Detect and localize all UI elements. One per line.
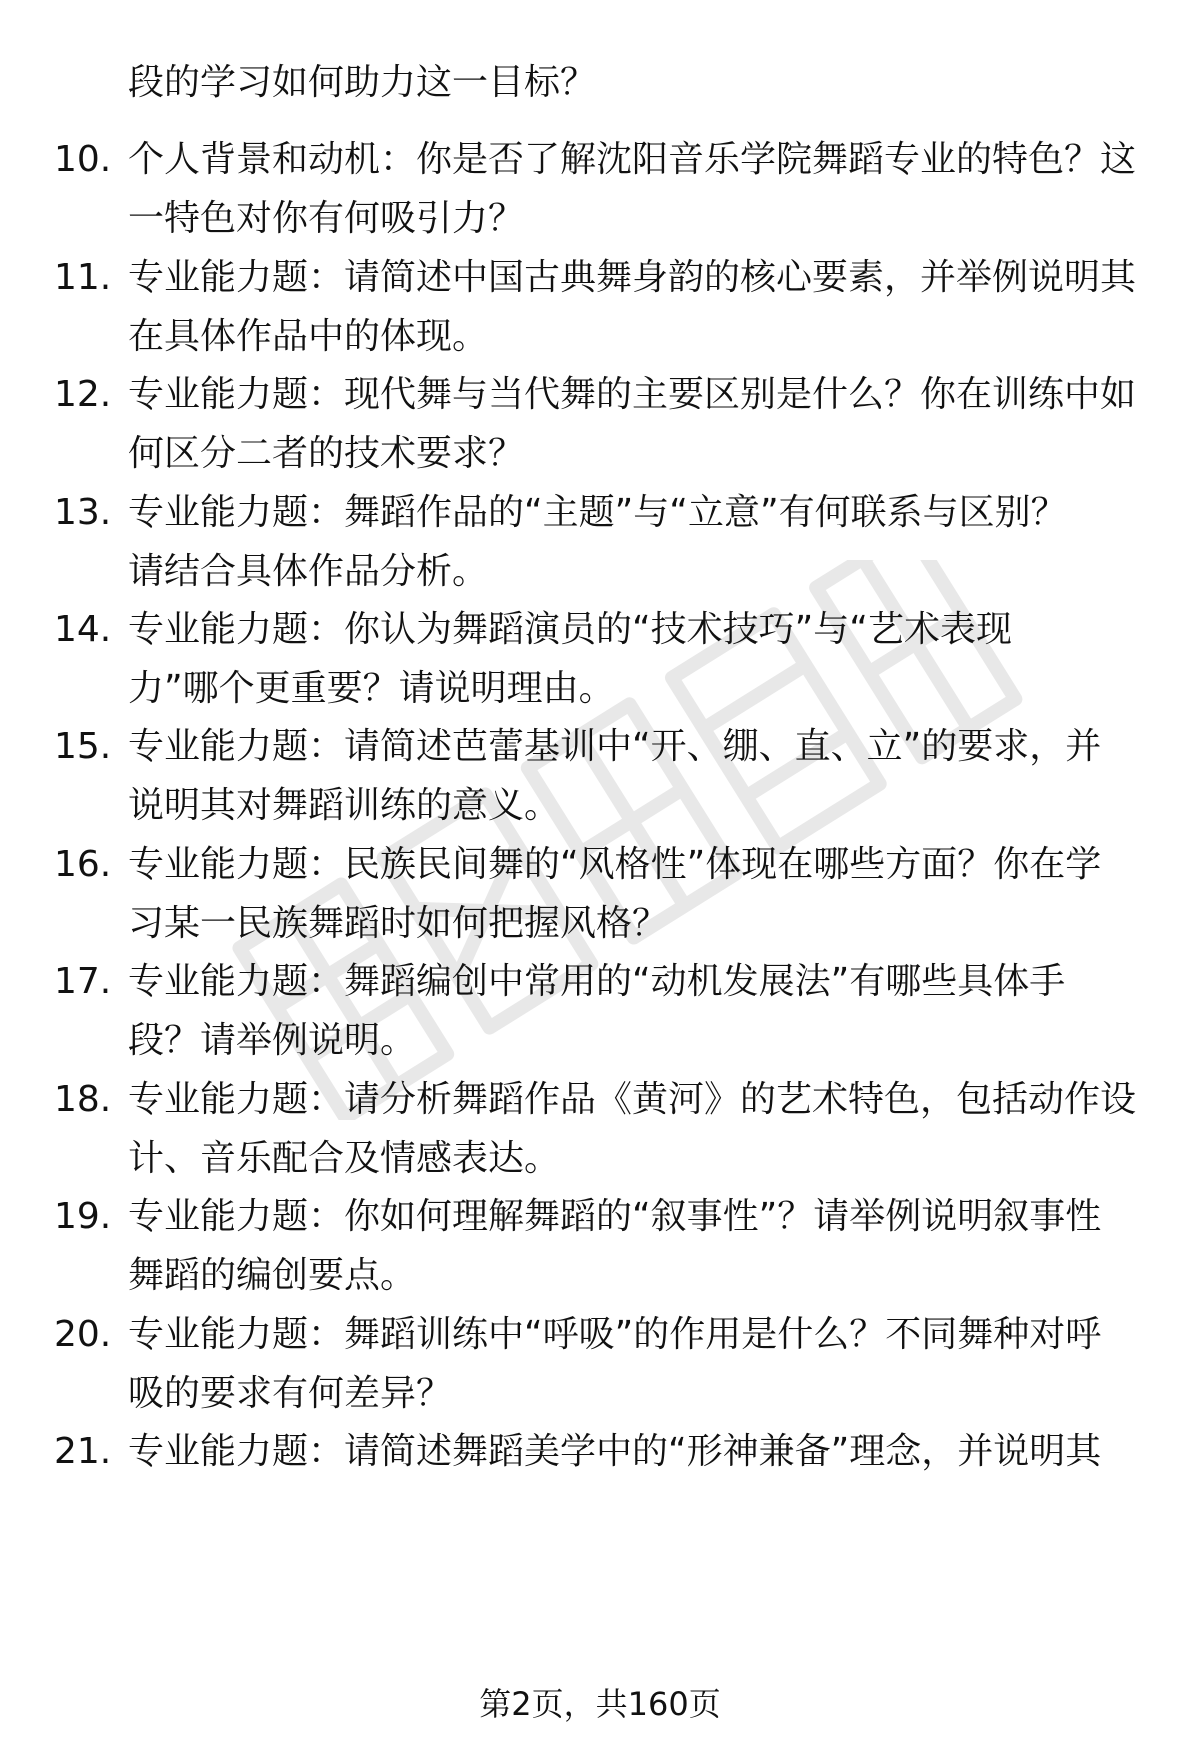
question-text-line: 说明其对舞蹈训练的意义。 — [128, 785, 561, 826]
page-footer: 第2页，共160页 — [479, 1685, 721, 1723]
question-number: 16. — [54, 844, 112, 885]
question-number: 12. — [54, 374, 112, 415]
question-text-line: 何区分二者的技术要求？ — [128, 433, 525, 474]
question-text-line: 专业能力题：请分析舞蹈作品《黄河》的艺术特色，包括动作设 — [128, 1079, 1137, 1120]
question-text-line: 专业能力题：民族民间舞的“风格性”体现在哪些方面？你在学 — [128, 844, 1102, 885]
question-item-10 — [0, 135, 1200, 245]
question-item-12 — [0, 370, 1200, 480]
question-number: 13. — [54, 492, 112, 533]
question-text-line: 专业能力题：舞蹈编创中常用的“动机发展法”有哪些具体手 — [128, 961, 1066, 1002]
question-number: 15. — [54, 726, 112, 767]
question-text-line: 力”哪个更重要？请说明理由。 — [128, 668, 615, 709]
question-text-line: 专业能力题：现代舞与当代舞的主要区别是什么？你在训练中如 — [128, 374, 1137, 415]
question-item-14 — [0, 605, 1200, 715]
question-text-line: 专业能力题：舞蹈训练中“呼吸”的作用是什么？不同舞种对呼 — [128, 1314, 1102, 1355]
question-text-line: 请结合具体作品分析。 — [128, 551, 489, 592]
question-item-13 — [0, 488, 1200, 598]
question-text-line: 在具体作品中的体现。 — [128, 316, 489, 357]
question-number: 21. — [54, 1431, 112, 1472]
question-item-19 — [0, 1192, 1200, 1302]
question-item-18 — [0, 1075, 1200, 1185]
question-number: 17. — [54, 961, 112, 1002]
question-item-11 — [0, 253, 1200, 363]
question-item-17 — [0, 957, 1200, 1067]
question-number: 18. — [54, 1079, 112, 1120]
question-text-line: 专业能力题：舞蹈作品的“主题”与“立意”有何联系与区别？ — [128, 492, 1067, 533]
question-text-line: 吸的要求有何差异？ — [128, 1373, 453, 1414]
question-text-line: 一特色对你有何吸引力？ — [128, 198, 525, 239]
continuation-text: 段的学习如何助力这一目标？ — [128, 62, 597, 103]
question-text-line: 专业能力题：请简述舞蹈美学中的“形神兼备”理念，并说明其 — [128, 1431, 1102, 1472]
question-text-line: 段？请举例说明。 — [128, 1020, 417, 1061]
question-text-line: 专业能力题：请简述芭蕾基训中“开、绷、直、立”的要求，并 — [128, 726, 1102, 767]
question-number: 14. — [54, 609, 112, 650]
question-number: 19. — [54, 1196, 112, 1237]
question-text-line: 专业能力题：你认为舞蹈演员的“技术技巧”与“艺术表现 — [128, 609, 1012, 650]
question-text-line: 舞蹈的编创要点。 — [128, 1255, 417, 1296]
question-number: 11. — [54, 257, 112, 298]
question-text-line: 专业能力题：你如何理解舞蹈的“叙事性”？请举例说明叙事性 — [128, 1196, 1102, 1237]
question-item-15 — [0, 722, 1200, 832]
question-number: 10. — [54, 139, 112, 180]
question-item-21 — [0, 1427, 1200, 1537]
question-item-16 — [0, 840, 1200, 950]
question-text-line: 专业能力题：请简述中国古典舞身韵的核心要素，并举例说明其 — [128, 257, 1137, 298]
question-item-20 — [0, 1310, 1200, 1420]
question-text-line: 计、音乐配合及情感表达。 — [128, 1138, 561, 1179]
question-number: 20. — [54, 1314, 112, 1355]
question-text-line: 个人背景和动机：你是否了解沈阳音乐学院舞蹈专业的特色？这 — [128, 139, 1137, 180]
question-text-line: 习某一民族舞蹈时如何把握风格？ — [128, 903, 669, 944]
